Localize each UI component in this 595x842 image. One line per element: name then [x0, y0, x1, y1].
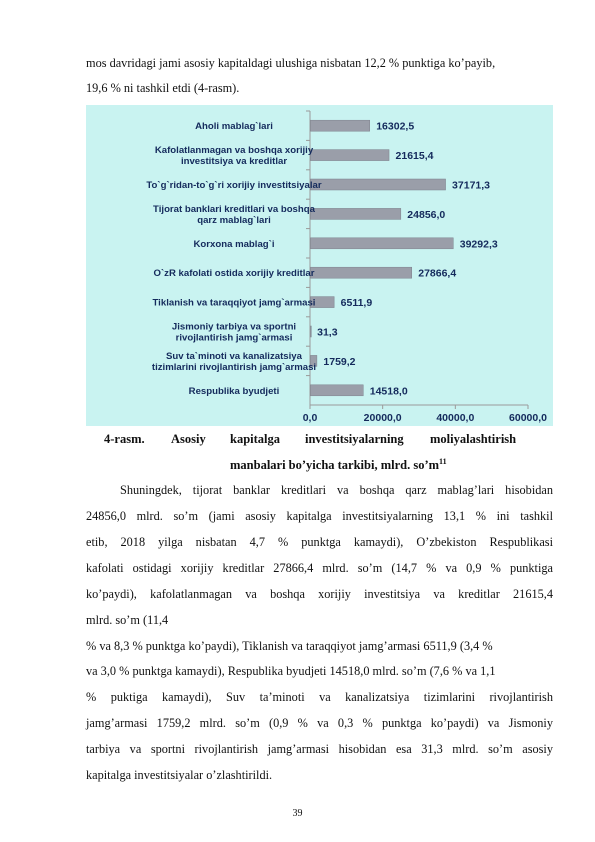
bar	[311, 120, 370, 131]
bar	[311, 238, 454, 249]
category-label: To`g`ridan-to`g`ri xorijiy investitsiyalar	[146, 180, 322, 191]
value-label: 27866,4	[418, 267, 457, 280]
category-label: Suv ta`minoti va kanalizatsiya tizimlarini rivojlantirish jamg`armasi	[151, 350, 317, 373]
category-label: Korxona mablag`i	[193, 238, 275, 250]
x-tick-label: 0,0	[302, 412, 318, 424]
caption-word: moliyalashtirish	[430, 432, 517, 446]
value-label: 6511,9	[340, 297, 373, 310]
value-label: 1759,2	[323, 355, 356, 368]
value-label: 31,3	[317, 326, 338, 339]
body-line: ko’paydi), kafolatlanmagan va boshqa xorijiy investitsiya va kreditlar 21615,4	[86, 587, 553, 601]
value-label: 16302,5	[376, 120, 415, 133]
category-label: Tiklanish va taraqqiyot jamg`armasi	[152, 297, 316, 309]
bar	[311, 150, 390, 161]
body-line: kapitalga investitsiyalar o’zlashtirildi.	[86, 768, 273, 782]
footnote-ref: 11	[439, 456, 447, 466]
body-line: % puktiga kamaydi), Suv ta’minoti va kanalizatsiya tizimlarini rivojlantirish	[86, 690, 553, 704]
text-line: 19,6 % ni tashkil etdi (4-rasm).	[86, 81, 240, 95]
caption-text: manbalari bo’yicha tarkibi, mlrd. so’m	[230, 458, 440, 472]
caption-word: kapitalga	[230, 432, 281, 446]
x-tick-label: 60000,0	[509, 412, 547, 424]
value-label: 37171,3	[452, 179, 491, 192]
bar-chart-svg	[86, 105, 553, 426]
category-label: Aholi mablag`lari	[195, 121, 273, 133]
bar	[311, 385, 364, 396]
category-label: Respublika byudjeti	[188, 385, 280, 397]
page-number: 39	[292, 808, 303, 819]
value-label: 24856,0	[407, 208, 446, 221]
value-label: 14518,0	[369, 385, 408, 398]
caption-word: Asosiy	[171, 432, 206, 446]
value-label: 21615,4	[395, 150, 434, 163]
body-line: Shuningdek, tijorat banklar kreditlari va boshqa qarz mablag’lari hisobidan	[120, 483, 553, 497]
text-line: mos davridagi jami asosiy kapitaldagi ulushiga nisbatan 12,2 % punktiga ko’payib,	[86, 56, 496, 70]
caption-line	[230, 458, 447, 473]
body-line: % va 8,3 % punktga ko’paydi), Tiklanish va taraqqiyot jamg’armasi 6511,9 (3,4 %	[86, 639, 493, 653]
bar	[311, 208, 401, 219]
x-tick-label: 40000,0	[436, 412, 475, 424]
body-line: 24856,0 mlrd. so’m (jami asosiy kapitalga investitsiyalarning 13,1 % ini tashkil	[86, 509, 553, 523]
body-line: kafolati ostidagi xorijiy kreditlar 27866,4 mlrd. so’m (14,7 % va 0,9 % punktiga	[86, 561, 553, 575]
bar	[311, 179, 446, 190]
category-label: Jismoniy tarbiya va sportni rivojlantirish jamg`armasi	[171, 321, 297, 344]
category-label: Kafolatlanmagan va boshqa xorijiy investitsiya va kreditlar	[154, 145, 314, 168]
value-label: 39292,3	[459, 238, 498, 251]
chart	[86, 105, 553, 426]
body-line: tarbiya va sportni rivojlantirish jamg’armasi hisobidan esa 31,3 mlrd. so’m asosiy	[86, 742, 553, 756]
caption-word: 4-rasm.	[104, 432, 145, 446]
body-line: etib, 2018 yilga nisbatan 4,7 % punktga kamaydi), O’zbekiston Respublikasi	[86, 535, 553, 549]
bar	[311, 267, 412, 278]
caption-word: investitsiyalarning	[305, 432, 404, 446]
body-line: jamg’armasi 1759,2 mlrd. so’m (0,9 % va 0,3 % punktga ko’paydi) va Jismoniy	[86, 716, 553, 730]
bar	[311, 326, 312, 337]
category-label: Tijorat banklari kreditlari va boshqa qarz mablag`lari	[153, 203, 315, 226]
body-line: va 3,0 % punktga kamaydi), Respublika byudjeti 14518,0 mlrd. so’m (7,6 % va 1,1	[86, 664, 496, 678]
body-line: mlrd. so’m (11,4	[86, 613, 169, 627]
x-tick-label: 20000,0	[363, 412, 402, 424]
category-label: O`zR kafolati ostida xorijiy kreditlar	[153, 268, 315, 280]
